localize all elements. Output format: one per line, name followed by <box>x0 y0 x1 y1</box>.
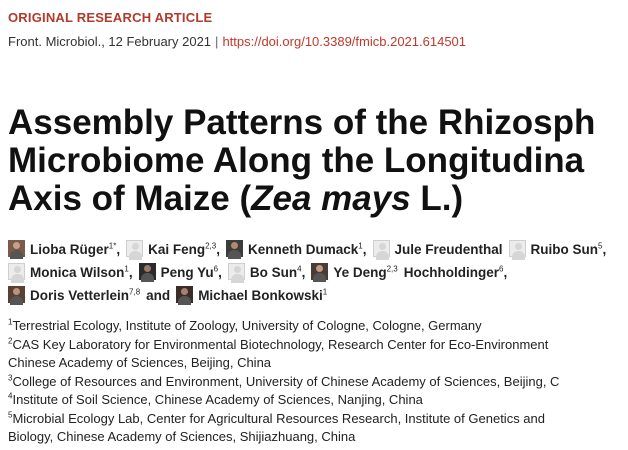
author-item[interactable] <box>228 261 305 284</box>
author-affiliation-marker: 2,3 <box>386 264 398 274</box>
author-photo <box>8 240 25 257</box>
author-separator: , <box>301 265 306 280</box>
affiliation-number: 2 <box>8 336 13 346</box>
author-separator: , <box>362 242 367 257</box>
affiliation-line <box>8 391 628 410</box>
author-affiliation-marker: 1 <box>322 287 328 297</box>
affiliation-text: Biology, Chinese Academy of Sciences, Shijiazhuang, China <box>8 429 356 444</box>
species-name: Zea mays <box>251 179 411 218</box>
title-line-3-prefix: Axis of Maize ( <box>8 179 252 218</box>
title-line-3-suffix: L.) <box>410 179 464 218</box>
citation-line <box>8 34 466 49</box>
author-item[interactable] <box>373 238 503 261</box>
author-separator: , <box>216 242 220 257</box>
author-name: Hochholdinger <box>403 265 499 280</box>
author-name: Monica Wilson <box>30 265 125 280</box>
affiliation-list <box>8 317 628 447</box>
affiliation-line <box>8 428 628 447</box>
author-affiliation-marker: 7,8 <box>129 287 141 297</box>
author-name: Peng Yu <box>160 265 214 280</box>
article-type-label: ORIGINAL RESEARCH ARTICLE <box>8 10 213 25</box>
author-avatar-placeholder-icon <box>509 240 526 257</box>
author-separator: , <box>128 265 133 280</box>
title-line-3 <box>8 180 595 218</box>
author-item[interactable] <box>509 238 607 261</box>
author-name: Bo Sun <box>249 265 298 280</box>
article-title <box>8 104 595 218</box>
title-line-1: Assembly Patterns of the Rhizosph <box>8 103 596 142</box>
author-avatar-placeholder-icon <box>126 240 143 257</box>
author-item[interactable] <box>176 284 327 307</box>
author-avatar-placeholder-icon <box>373 240 390 257</box>
author-photo <box>226 240 243 257</box>
affiliation-number: 5 <box>8 410 13 420</box>
author-name: Kenneth Dumack <box>248 242 359 257</box>
author-affiliation-marker: 2,3 <box>205 241 217 251</box>
author-item[interactable] <box>8 238 120 261</box>
author-affiliation-marker: 1 <box>358 241 363 251</box>
title-line-2: Microbiome Along the Longitudina <box>8 141 585 180</box>
author-item[interactable] <box>8 284 140 307</box>
author-avatar-placeholder-icon <box>8 263 25 280</box>
author-affiliation-marker: 1 <box>124 264 129 274</box>
author-affiliation-marker: 1* <box>108 241 117 251</box>
author-separator: , <box>218 265 222 280</box>
citation-separator: | <box>215 34 219 49</box>
author-item[interactable] <box>139 261 222 284</box>
author-item[interactable] <box>126 238 220 261</box>
author-and-word: and <box>146 288 171 303</box>
affiliation-line <box>8 336 628 355</box>
author-name: Ruibo Sun <box>530 242 599 257</box>
author-photo <box>311 263 328 280</box>
affiliation-number: 4 <box>8 391 13 401</box>
affiliation-number: 3 <box>8 373 13 383</box>
author-photo <box>8 286 25 303</box>
author-name: Michael Bonkowski <box>198 288 323 303</box>
author-affiliation-marker: 4 <box>297 264 302 274</box>
affiliation-text: Microbial Ecology Lab, Center for Agricultural Resources Research, Institute of Genetics and <box>12 410 545 426</box>
affiliation-number: 1 <box>8 317 13 327</box>
affiliation-line <box>8 354 628 373</box>
author-name: Kai Feng <box>148 242 206 257</box>
author-name: Doris Vetterlein <box>30 288 130 303</box>
affiliation-text: CAS Key Laboratory for Environmental Biotechnology, Research Center for Eco-Environment <box>12 336 549 352</box>
affiliation-line <box>8 373 628 392</box>
author-separator: , <box>602 242 607 257</box>
author-separator: , <box>116 242 121 257</box>
author-affiliation-marker: 6 <box>498 264 504 274</box>
affiliation-line <box>8 410 628 429</box>
author-item[interactable] <box>226 238 367 261</box>
author-list <box>8 238 618 307</box>
affiliation-text: Institute of Soil Science, Chinese Academy of Sciences, Nanjing, China <box>12 392 423 407</box>
affiliation-text: Chinese Academy of Sciences, Beijing, China <box>8 355 272 370</box>
author-name: Lioba Rüger <box>30 242 109 257</box>
author-photo <box>176 286 193 303</box>
author-name: Ye Deng <box>333 265 387 280</box>
author-avatar-placeholder-icon <box>228 263 245 280</box>
author-affiliation-marker: 6 <box>213 264 219 274</box>
author-photo <box>139 263 156 280</box>
author-item[interactable] <box>404 261 507 284</box>
author-affiliation-marker: 5 <box>598 241 603 251</box>
author-separator: , <box>503 265 508 280</box>
doi-link[interactable]: https://doi.org/10.3389/fmicb.2021.614501 <box>222 34 467 49</box>
author-item[interactable] <box>311 261 397 284</box>
author-item[interactable] <box>8 261 133 284</box>
journal-date: Front. Microbiol., 12 February 2021 <box>8 34 212 49</box>
author-name: Jule Freudenthal <box>394 242 503 257</box>
affiliation-line <box>8 317 628 336</box>
affiliation-text: Terrestrial Ecology, Institute of Zoology, University of Cologne, Cologne, Germany <box>12 318 482 333</box>
affiliation-text: College of Resources and Environment, University of Chinese Academy of Sciences, Beijing, C <box>12 373 560 389</box>
